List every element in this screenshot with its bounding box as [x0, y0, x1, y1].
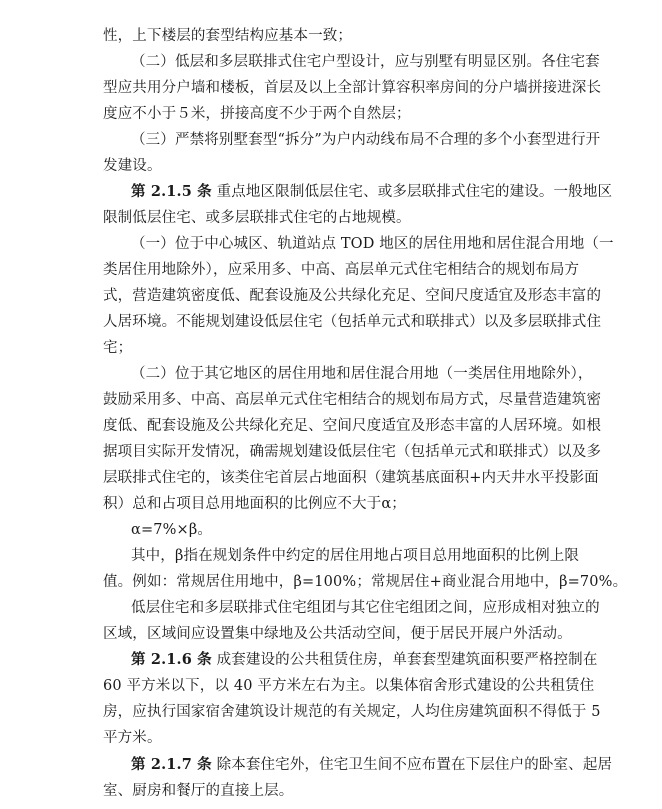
text-line: 式，营造建筑密度低、配套设施及公共绿化充足、空间尺度适宜及形态丰富的: [103, 288, 602, 304]
article-line: [131, 752, 612, 778]
text-line: 鼓励采用多、中高、高层单元式住宅相结合的规划布局方式，尽量营造建筑密: [103, 392, 602, 408]
text-line: 限制低层住宅、或多层联排式住宅的占地规模。: [103, 210, 411, 226]
article-text: 重点地区限制低层住宅、或多层联排式住宅的建设。一般地区: [216, 184, 613, 200]
text-line: 平方米。: [103, 730, 162, 746]
text-line: （二）位于其它地区的居住用地和居住混合用地（一类居住用地除外），: [131, 366, 593, 382]
article-number: 第 2.1.6 条: [131, 651, 212, 668]
text-line: （三）严禁将别墅套型“拆分”为户内动线布局不合理的多个小套型进行开: [131, 132, 601, 148]
text-line: 度应不小于５米，拼接高度不少于两个自然层；: [103, 106, 411, 122]
text-line: 层联排式住宅的，该类住宅首层占地面积（建筑基底面积+内天井水平投影面: [103, 470, 599, 486]
text-line: 室、厨房和餐厅的直接上层。: [103, 783, 294, 799]
text-line: 发建设。: [103, 158, 162, 174]
text-line: 房，应执行国家宿舍建筑设计规范的有关规定，人均住房建筑面积不得低于 5: [103, 704, 601, 720]
text-line: 类居住用地除外），应采用多、中高、高层单元式住宅相结合的规划布局方: [103, 262, 580, 278]
text-line: 据项目实际开发情况，确需规划建设低层住宅（包括单元式和联排式）以及多: [103, 444, 602, 460]
text-line: 其中，β指在规划条件中约定的居住用地占项目总用地面积的比例上限: [131, 548, 580, 564]
article-text: 成套建设的公共租赁住房，单套套型建筑面积要严格控制在: [216, 652, 598, 668]
text-line: 度低、配套设施及公共绿化充足、空间尺度适宜及形态丰富的人居环境。如根: [103, 418, 602, 434]
text-line: 性，上下楼层的套型结构应基本一致；: [103, 28, 353, 44]
article-line: [131, 179, 612, 205]
formula-line: α=7%×β。: [131, 522, 213, 538]
text-line: （二）低层和多层联排式住宅户型设计，应与别墅有明显区别。各住宅套: [131, 54, 600, 70]
text-line: 宅；: [103, 340, 133, 356]
article-number: 第 2.1.7 条: [131, 756, 212, 773]
text-line: 型应共用分户墙和楼板，首层及以上全部计算容积率房间的分户墙拼接进深长: [103, 80, 602, 96]
article-text: 除本套住宅外，住宅卫生间不应布置在下层住户的卧室、起居: [216, 757, 613, 773]
text-line: 低层住宅和多层联排式住宅组团与其它住宅组团之间，应形成相对独立的: [131, 600, 600, 616]
text-line: 积）总和占项目总用地面积的比例应不大于α；: [103, 496, 406, 512]
text-line: 60 平方米以下，以 40 平方米左右为主。以集体宿舍形式建设的公共租赁住: [103, 678, 595, 694]
text-line: 区域，区域间应设置集中绿地及公共活动空间，便于居民开展户外活动。: [103, 626, 572, 642]
text-line: 值。例如：常规居住用地中，β=100%；常规居住+商业混合用地中，β=70%。: [103, 574, 628, 590]
text-line: （一）位于中心城区、轨道站点 TOD 地区的居住用地和居住混合用地（一: [131, 236, 614, 252]
article-line: [131, 647, 597, 673]
text-line: 人居环境。不能规划建设低层住宅（包括单元式和联排式）以及多层联排式住: [103, 314, 602, 330]
article-number: 第 2.1.5 条: [131, 183, 212, 200]
